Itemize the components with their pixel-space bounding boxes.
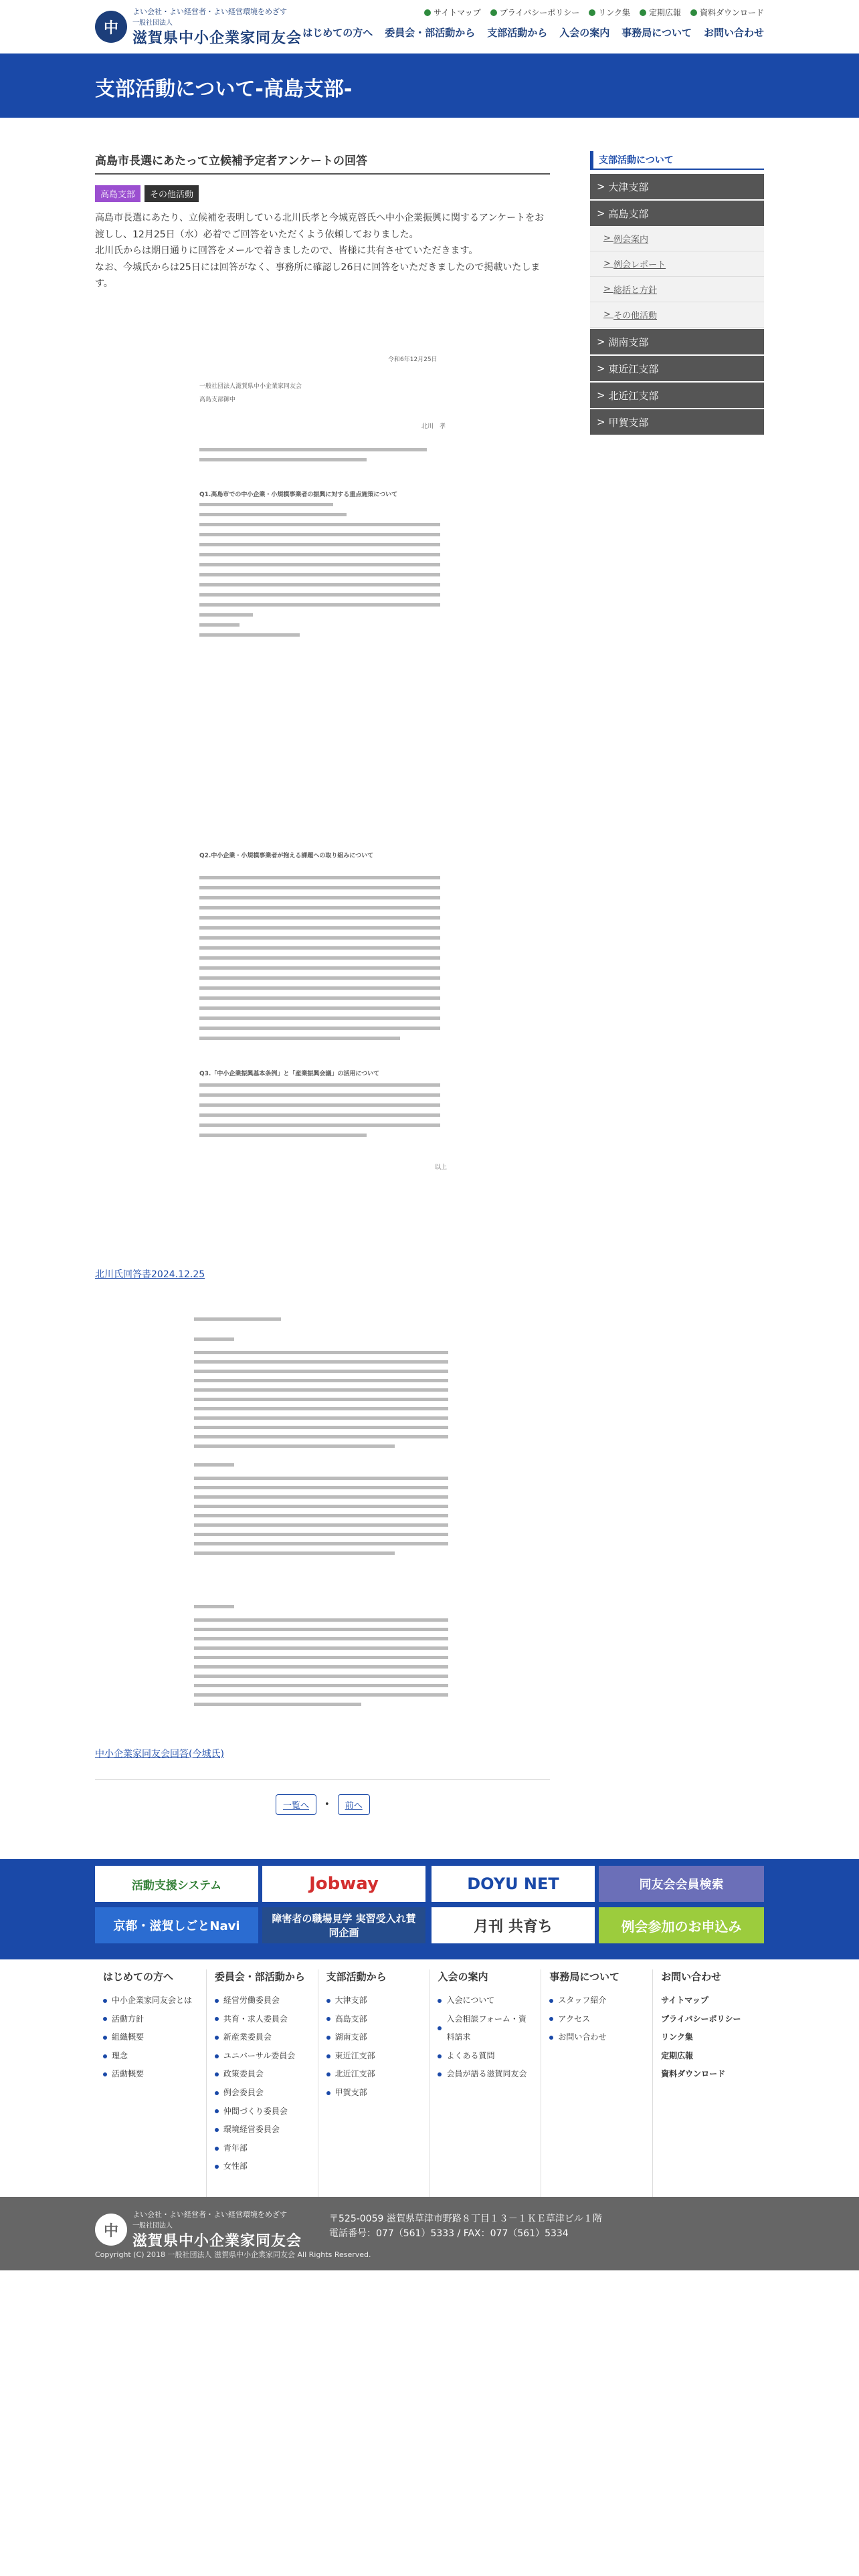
bullet-icon xyxy=(589,9,595,16)
gnav-branch[interactable]: 支部活動から xyxy=(487,27,548,39)
doc-text-line xyxy=(194,1360,448,1364)
sidebar-heading[interactable]: 支部活動について xyxy=(590,151,764,170)
doc-text-line xyxy=(194,1435,448,1438)
chevron-right-icon: > xyxy=(597,207,609,219)
banner-tomosodachi[interactable]: 月刊 共育ち xyxy=(432,1907,595,1943)
footer-list xyxy=(326,1992,421,2103)
doc-text-line xyxy=(199,916,440,920)
doc-text-line xyxy=(194,1523,448,1527)
doc-text-line xyxy=(194,1656,448,1659)
doc-text-line xyxy=(199,623,240,627)
page-bottom-space xyxy=(0,2270,859,2576)
sidebar-sub-report[interactable] xyxy=(590,251,764,277)
doc-text-line xyxy=(199,1123,440,1127)
doc-text-line xyxy=(194,1514,448,1517)
sidebar-item-higashiomi[interactable] xyxy=(590,356,764,381)
doc-text-line xyxy=(199,996,440,1000)
sidebar-sub-other[interactable] xyxy=(590,302,764,328)
sidebar-sub-policy[interactable] xyxy=(590,277,764,302)
tag-branch[interactable]: 高島支部 xyxy=(95,185,140,202)
chevron-right-icon: > xyxy=(597,336,609,348)
logo-main: 滋賀県中小企業家同友会 xyxy=(132,2233,302,2250)
answer-document-2 xyxy=(194,1311,448,1719)
footer-list xyxy=(549,1992,644,2047)
footer-link[interactable]: 女性部 xyxy=(215,2157,310,2176)
doc-text-line xyxy=(194,1618,448,1622)
pdf-link-kitagawa[interactable]: 北川氏回答書2024.12.25 xyxy=(95,1269,205,1280)
banner-meeting-signup[interactable]: 例会参加のお申込み xyxy=(599,1907,764,1943)
footer-link[interactable]: 例会委員会 xyxy=(215,2084,310,2103)
footer-col-title[interactable]: はじめての方へ xyxy=(103,1971,174,1983)
footer-list xyxy=(438,1992,533,2084)
sidebar-label: 甲賀支部 xyxy=(608,416,649,429)
footer-link[interactable]: よくある質問 xyxy=(438,2047,533,2066)
sidebar-sub-label: 例会レポート xyxy=(613,260,666,270)
sidebar-label: 大津支部 xyxy=(608,181,649,193)
doc-text-line xyxy=(199,1006,440,1010)
divider xyxy=(95,1779,550,1780)
copyright: Copyright (C) 2018 一般社団法人 滋賀県中小企業家同友会 All Rights Reserved. xyxy=(95,2250,371,2259)
footer-col-office xyxy=(541,1969,653,2197)
doc-text-line xyxy=(194,1637,448,1640)
footer-col-committee xyxy=(207,1969,318,2197)
chevron-right-icon: > xyxy=(597,362,609,374)
doc-text-line xyxy=(194,1542,448,1545)
doc-text-line xyxy=(199,1113,440,1117)
doc-text-line xyxy=(194,1605,234,1608)
site-footer xyxy=(0,2197,859,2270)
footer-link[interactable]: 入会相談フォーム・資料請求 xyxy=(438,2010,533,2047)
logo-mark-icon: 中 xyxy=(95,2214,127,2246)
doc-text-line xyxy=(194,1463,234,1467)
doc-text-line xyxy=(199,458,367,461)
article-title: 高島市長選にあたって立候補予定者アンケートの回答 xyxy=(95,151,550,175)
doc-text-line xyxy=(194,1317,281,1321)
doc-end: 以上 xyxy=(435,1164,448,1171)
footer-link[interactable]: 仲間づくり委員会 xyxy=(215,2103,310,2121)
sidebar-item-takashima[interactable] xyxy=(590,201,764,226)
footer-link[interactable]: 会員が語る滋賀同友会 xyxy=(438,2065,533,2084)
doc-text-line xyxy=(199,906,440,909)
doc-text-line xyxy=(194,1551,395,1555)
util-label: サイトマップ xyxy=(434,8,481,17)
footer-link[interactable]: 組織概要 xyxy=(103,2028,198,2047)
sidebar xyxy=(590,151,764,435)
doc-text-line xyxy=(194,1505,448,1508)
chevron-right-icon: > xyxy=(603,259,614,269)
global-nav xyxy=(302,25,764,39)
footer-link[interactable]: 共育・求人委員会 xyxy=(215,2010,310,2029)
doc-text-line xyxy=(194,1426,448,1429)
gnav-join[interactable]: 入会の案内 xyxy=(559,27,610,39)
chevron-right-icon: > xyxy=(603,310,614,320)
chevron-right-icon: > xyxy=(603,284,614,294)
gnav-committee[interactable]: 委員会・部活動から xyxy=(385,27,476,39)
doc-text-line xyxy=(194,1379,448,1382)
doc-text-line xyxy=(194,1495,448,1499)
doc-text-line xyxy=(194,1703,361,1706)
util-pr[interactable] xyxy=(640,7,681,18)
doc-text-line xyxy=(194,1665,448,1669)
address-line: 〒525-0059 滋賀県草津市野路８丁目１３－１ＫＥ草津ビル１階 xyxy=(329,2214,602,2224)
footer-address xyxy=(329,2212,602,2242)
doc-text-line xyxy=(199,573,440,576)
main-content xyxy=(95,151,550,292)
article-body xyxy=(95,210,550,292)
sidebar-sub-label: 総括と方針 xyxy=(613,286,658,296)
doc-text-line xyxy=(199,1103,440,1107)
footer-link[interactable]: 政策委員会 xyxy=(215,2065,310,2084)
footer-link[interactable]: お問い合わせ xyxy=(549,2028,644,2047)
doc-text-line xyxy=(199,1134,367,1137)
doc-q3: Q3.「中小企業振興基本条例」と「産業振興会議」の活用について xyxy=(199,1071,380,1077)
doc-text-line xyxy=(199,633,300,637)
phone-line: 電話番号：077（561）5333 / FAX：077（561）5334 xyxy=(329,2228,569,2240)
doc-date: 令和6年12月25日 xyxy=(388,356,438,363)
footer-col-join xyxy=(430,1969,541,2197)
page-banner xyxy=(0,53,859,118)
footer-col-title[interactable]: 支部活動から xyxy=(326,1971,387,1983)
gnav-beginner[interactable]: はじめての方へ xyxy=(302,27,373,39)
footer-link[interactable]: 資料ダウンロード xyxy=(661,2069,726,2079)
pdf-link-imashiro[interactable]: 中小企業家同友会回答(今城氏) xyxy=(95,1749,224,1759)
footer-link[interactable]: 定期広報 xyxy=(661,2050,694,2060)
util-label: プライバシーポリシー xyxy=(499,8,580,17)
doc-to2: 高島支部御中 xyxy=(199,397,236,403)
doc-text-line xyxy=(194,1416,448,1420)
util-label: 定期広報 xyxy=(648,8,681,17)
footer-link[interactable]: 入会について xyxy=(438,1992,533,2010)
footer-col-beginner xyxy=(95,1969,207,2197)
doc-text-line xyxy=(199,613,253,617)
doc-text-line xyxy=(199,1027,440,1030)
banner-doyunet[interactable]: DOYU NET xyxy=(432,1866,595,1902)
doc-text-line xyxy=(199,896,440,899)
footer-link[interactable]: 高島支部 xyxy=(326,2010,421,2029)
doc-text-line xyxy=(199,603,440,607)
gnav-contact[interactable]: お問い合わせ xyxy=(703,27,764,39)
chevron-right-icon: > xyxy=(603,233,614,243)
doc-q1: Q1.高島市での中小企業・小規模事業者の振興に対する重点施策について xyxy=(199,492,398,498)
doc-text-line xyxy=(194,1370,448,1373)
list-button[interactable]: 一覧へ xyxy=(276,1794,316,1815)
doc-text-line xyxy=(194,1533,448,1536)
footer-link[interactable]: プライバシーポリシー xyxy=(661,2014,741,2024)
pager-separator: • xyxy=(324,1800,330,1810)
footer-logo[interactable] xyxy=(95,2209,302,2250)
util-privacy[interactable] xyxy=(490,7,579,18)
logo-text xyxy=(132,6,302,47)
doc-from: 北川 孝 xyxy=(421,423,446,430)
doc-text-line xyxy=(199,1016,440,1020)
banner-jobway[interactable]: Jobway xyxy=(262,1866,425,1902)
banner-activity-system[interactable]: 活動支援システム xyxy=(95,1866,258,1902)
bullet-icon xyxy=(640,9,646,16)
sidebar-label: 湖南支部 xyxy=(608,336,649,348)
tag-other[interactable]: その他活動 xyxy=(145,185,199,202)
doc-text-line xyxy=(194,1675,448,1678)
chevron-right-icon: > xyxy=(597,181,609,193)
doc-text-line xyxy=(199,513,347,516)
doc-text-line xyxy=(194,1398,448,1401)
footer-link[interactable]: ユニバーサル委員会 xyxy=(215,2047,310,2066)
footer-list xyxy=(215,1992,310,2176)
doc-text-line xyxy=(199,553,440,556)
chevron-right-icon: > xyxy=(597,416,609,428)
doc-to1: 一般社団法人滋賀県中小企業家同友会 xyxy=(199,383,302,390)
doc-text-line xyxy=(199,563,440,566)
util-download[interactable] xyxy=(690,7,764,18)
footer-link[interactable]: サイトマップ xyxy=(661,1996,708,2005)
doc-text-line xyxy=(199,966,440,970)
footer-nav xyxy=(95,1969,764,2197)
bullet-icon xyxy=(490,9,497,16)
sidebar-item-kitaomi[interactable] xyxy=(590,383,764,408)
footer-link[interactable]: スタッフ紹介 xyxy=(549,1992,644,2010)
pager xyxy=(276,1794,370,1815)
doc-text-line xyxy=(199,583,440,586)
sidebar-label: 東近江支部 xyxy=(608,362,659,375)
bullet-icon xyxy=(690,9,697,16)
util-sitemap[interactable] xyxy=(424,7,481,18)
footer-link[interactable]: 活動方針 xyxy=(103,2010,198,2029)
logo-corp: 一般社団法人 xyxy=(132,2222,173,2230)
banner-disability-visit[interactable]: 障害者の職場見学 実習受入れ賛同企画 xyxy=(262,1907,425,1943)
footer-col-contact xyxy=(653,1969,764,2197)
footer-col-title[interactable]: 委員会・部活動から xyxy=(214,1971,305,1983)
logo-corp: 一般社団法人 xyxy=(132,19,173,27)
util-label: 資料ダウンロード xyxy=(699,8,764,17)
footer-link[interactable]: 甲賀支部 xyxy=(326,2084,421,2103)
doc-text-line xyxy=(199,1037,400,1040)
doc-text-line xyxy=(199,946,440,950)
footer-link[interactable]: 経営労働委員会 xyxy=(215,1992,310,2010)
doc-text-line xyxy=(199,503,333,506)
doc-text-line xyxy=(194,1628,448,1631)
doc-text-line xyxy=(194,1693,448,1697)
footer-link[interactable]: 新産業委員会 xyxy=(215,2028,310,2047)
page-title: 支部活動について-高島支部- xyxy=(95,78,353,101)
utility-nav xyxy=(424,7,764,18)
doc-text-line xyxy=(199,936,440,940)
sidebar-label: 北近江支部 xyxy=(608,389,659,402)
site-header xyxy=(0,0,859,53)
doc-text-line xyxy=(194,1684,448,1687)
doc-text-line xyxy=(194,1337,234,1341)
answer-document-1 xyxy=(194,348,448,1177)
doc-text-line xyxy=(199,986,440,990)
sidebar-label: 高島支部 xyxy=(608,207,649,220)
doc-text-line xyxy=(194,1646,448,1650)
footer-link[interactable]: 大津支部 xyxy=(326,1992,421,2010)
doc-text-line xyxy=(194,1407,448,1410)
footer-link[interactable]: 青年部 xyxy=(215,2139,310,2158)
banner-shigoto-navi[interactable]: 京都・滋賀しごとNavi xyxy=(95,1907,258,1943)
footer-link[interactable]: 環境経営委員会 xyxy=(215,2121,310,2139)
doc-text-line xyxy=(199,533,440,536)
footer-list xyxy=(661,1992,756,2084)
sidebar-sub-label: 例会案内 xyxy=(613,235,649,245)
footer-link[interactable]: リンク集 xyxy=(661,2032,693,2042)
doc-text-line xyxy=(199,926,440,930)
banner-member-search[interactable]: 同友会会員検索 xyxy=(599,1866,764,1902)
bullet-icon xyxy=(424,9,431,16)
doc-text-line xyxy=(199,956,440,960)
logo-main: 滋賀県中小企業家同友会 xyxy=(132,30,302,47)
doc-text-line xyxy=(199,448,427,451)
footer-link[interactable]: 東近江支部 xyxy=(326,2047,421,2066)
logo-sub: よい会社・よい経営者・よい経営環境をめざす xyxy=(132,7,287,16)
doc-text-line xyxy=(199,523,440,526)
doc-text-line xyxy=(199,876,440,879)
doc-text-line xyxy=(194,1444,395,1448)
doc-text-line xyxy=(194,1388,448,1392)
footer-link[interactable]: 湖南支部 xyxy=(326,2028,421,2047)
body-paragraph: 高島市長選にあたり、立候補を表明している北川氏孝と今城克啓氏へ中小企業振興に関するアンケートをお渡しし、12月25日（水）必着でご回答をいただくよう依頼しておりました。 xyxy=(95,213,545,240)
sidebar-item-koka[interactable] xyxy=(590,409,764,435)
util-label: リンク集 xyxy=(598,8,630,17)
doc-text-line xyxy=(194,1477,448,1480)
chevron-right-icon: > xyxy=(597,389,609,401)
gnav-office[interactable]: 事務局について xyxy=(622,27,692,39)
footer-col-branch xyxy=(318,1969,430,2197)
logo-mark-icon: 中 xyxy=(95,11,127,43)
footer-link[interactable]: 北近江支部 xyxy=(326,2065,421,2084)
footer-col-title[interactable]: 事務局について xyxy=(549,1971,620,1983)
doc-text-line xyxy=(199,1083,440,1087)
sidebar-sub-reikai[interactable] xyxy=(590,226,764,251)
doc-text-line xyxy=(199,976,440,980)
logo-sub: よい会社・よい経営者・よい経営環境をめざす xyxy=(132,2210,287,2219)
prev-button[interactable]: 前へ xyxy=(338,1794,370,1815)
doc-text-line xyxy=(199,886,440,889)
doc-text-line xyxy=(199,543,440,546)
footer-link[interactable]: 中小企業家同友会とは xyxy=(103,1992,198,2010)
body-paragraph: なお、今城氏からは25日には回答がなく、事務所に確認し26日に回答をいただきましたので掲載いたします。 xyxy=(95,261,541,289)
footer-link[interactable]: 理念 xyxy=(103,2047,198,2066)
doc-text-line xyxy=(194,1486,448,1489)
doc-text-line xyxy=(199,1093,440,1097)
banner-section xyxy=(0,1859,859,1959)
doc-text-line xyxy=(194,1351,448,1354)
doc-text-line xyxy=(199,593,440,597)
footer-link[interactable]: 活動概要 xyxy=(103,2065,198,2084)
footer-logo-text xyxy=(132,2209,302,2250)
util-links[interactable] xyxy=(589,7,630,18)
tag-list xyxy=(95,185,550,202)
footer-list xyxy=(103,1992,198,2084)
footer-col-title[interactable]: 入会の案内 xyxy=(438,1971,488,1983)
footer-link[interactable]: アクセス xyxy=(549,2010,644,2029)
doc-q2: Q2.中小企業・小規模事業者が抱える課題への取り組みについて xyxy=(199,853,374,859)
sidebar-sub-label: その他活動 xyxy=(613,311,658,321)
body-paragraph: 北川氏からは期日通りに回答をメールで着きましたので、皆様に共有させていただきます。 xyxy=(95,245,478,256)
sidebar-item-otsu[interactable] xyxy=(590,174,764,199)
footer-col-title[interactable]: お問い合わせ xyxy=(661,1971,722,1983)
sidebar-item-konan[interactable] xyxy=(590,329,764,354)
site-logo[interactable] xyxy=(95,7,302,47)
